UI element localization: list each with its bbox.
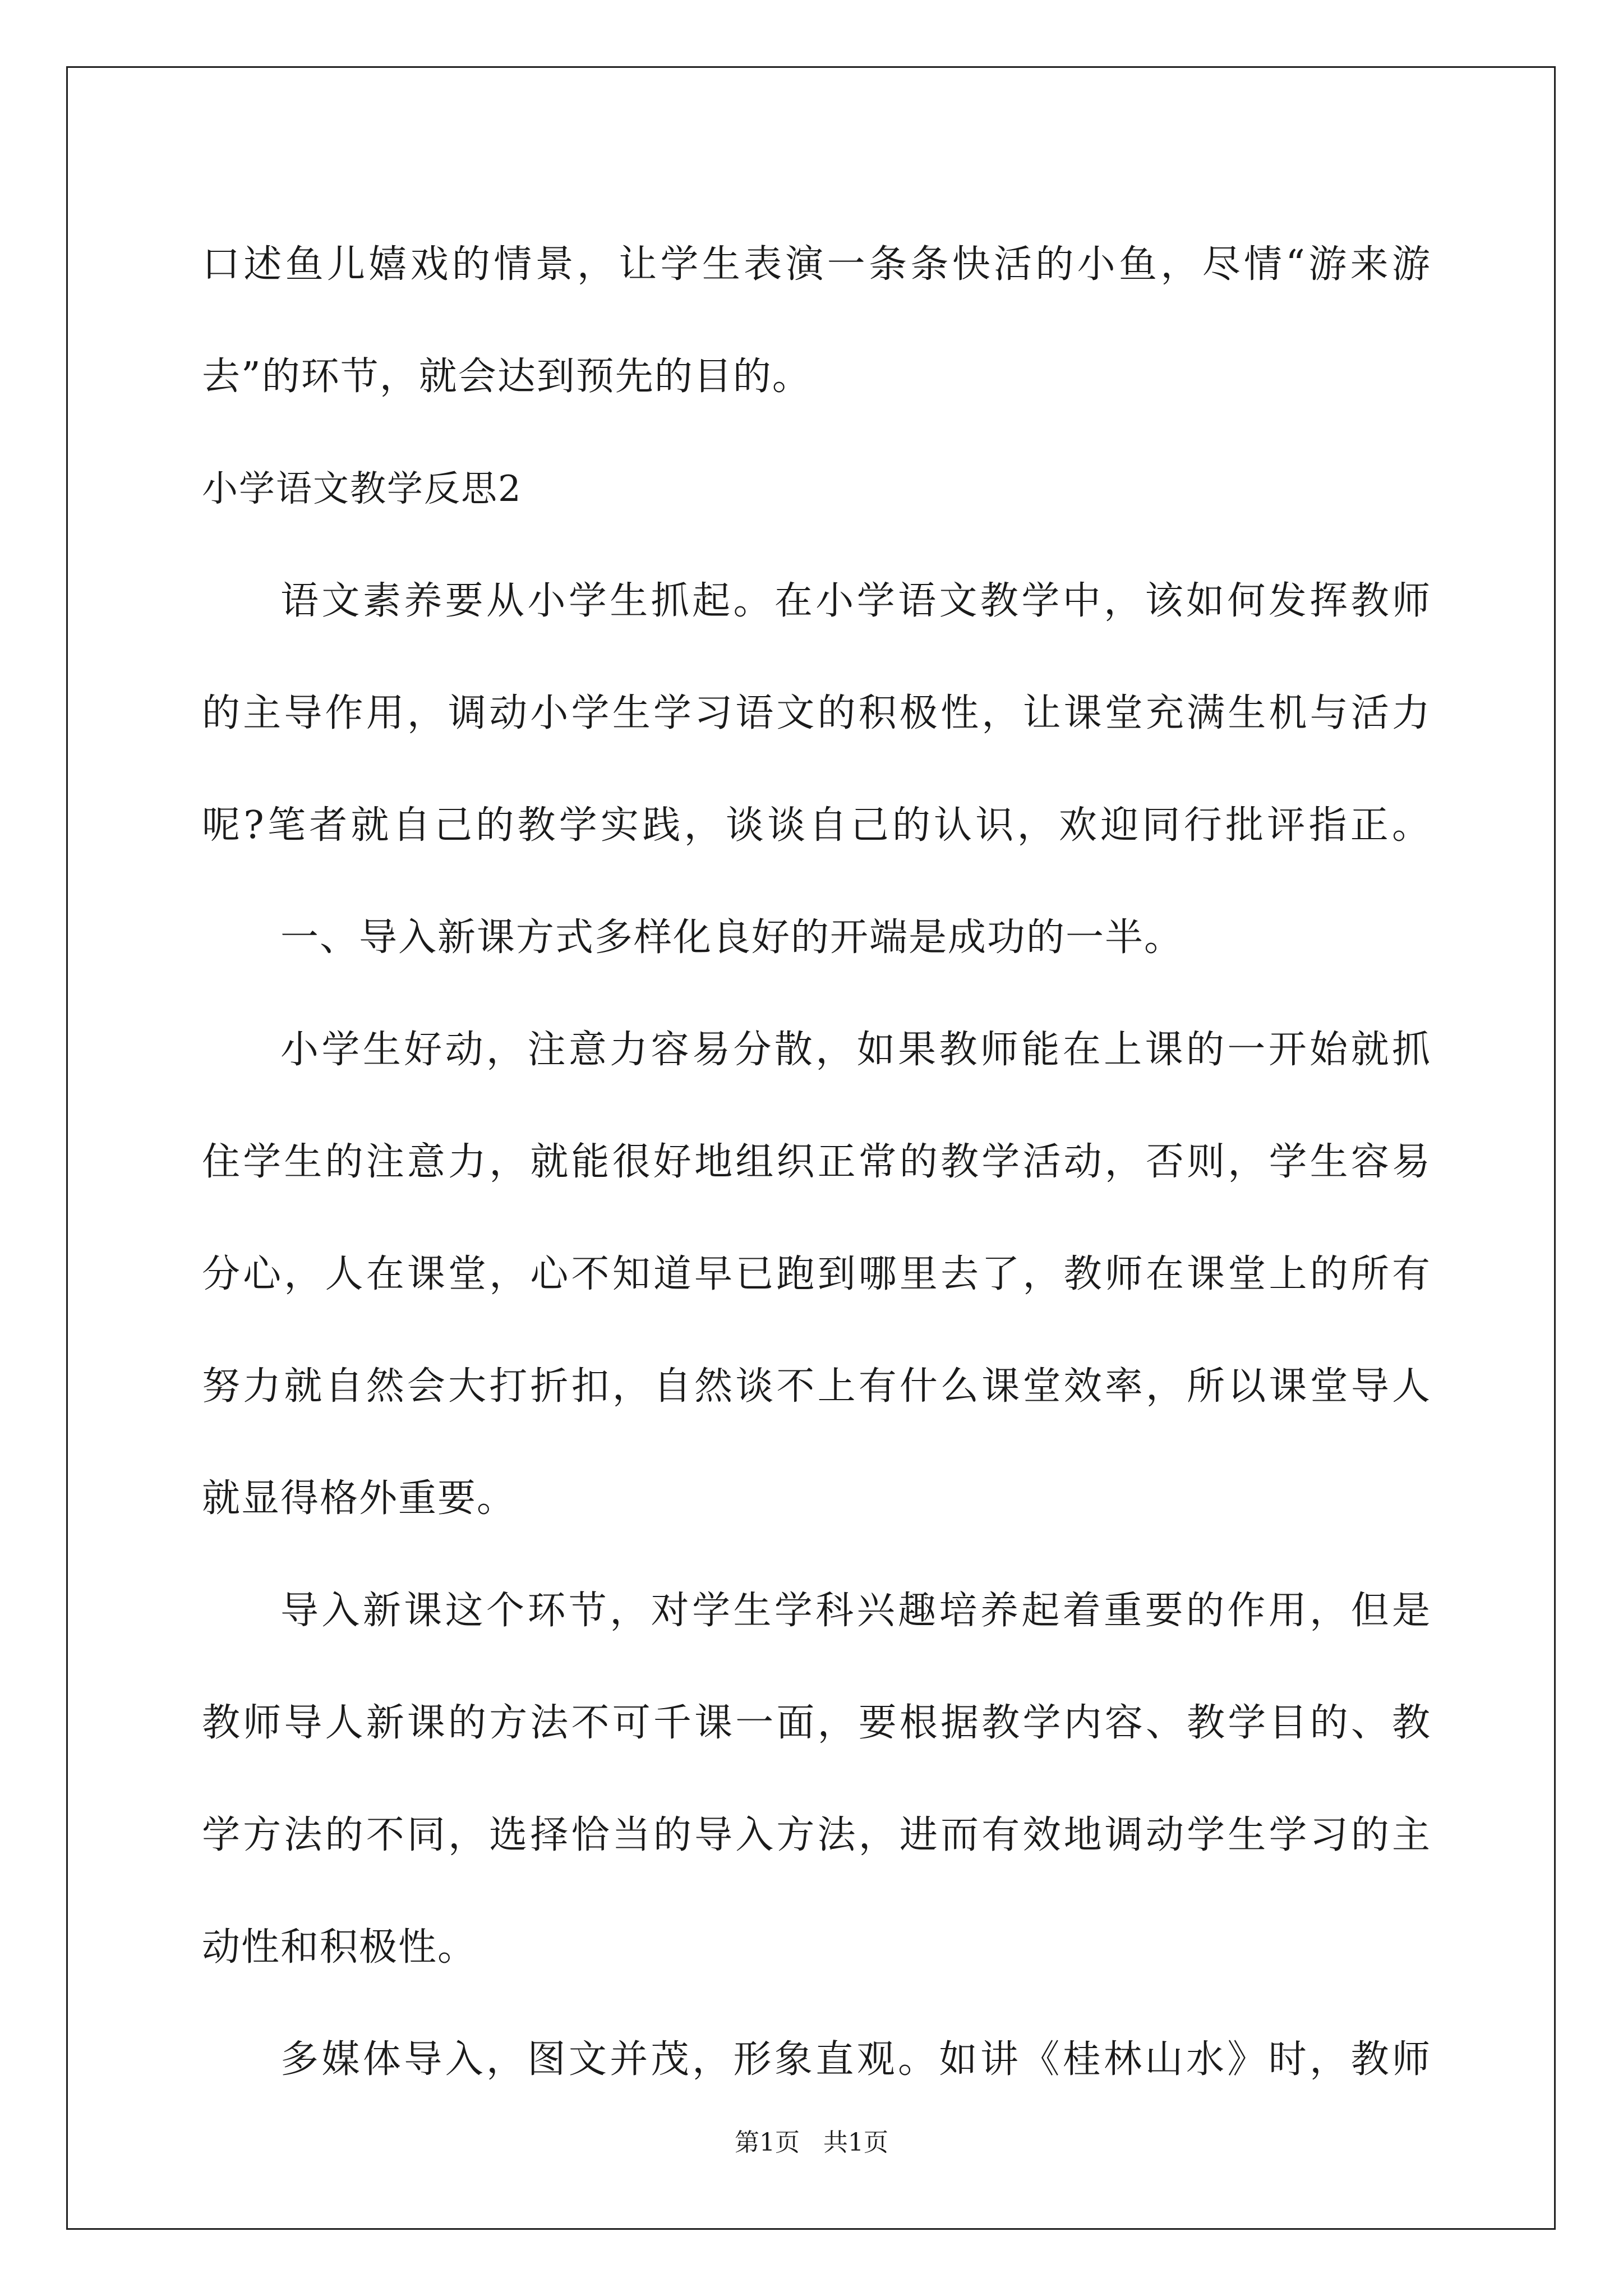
paragraph-line: 的主导作用，调动小学生学习语文的积极性，让课堂充满生机与活力 <box>202 691 1431 735</box>
paragraph-line: 导入新课这个环节，对学生学科兴趣培养起着重要的作用，但是 <box>280 1589 1431 1633</box>
paragraph-line: 去”的环节，就会达到预先的目的。 <box>202 355 811 399</box>
paragraph-line: 动性和积极性。 <box>202 1925 477 1970</box>
paragraph-line: 住学生的注意力，就能很好地组织正常的教学活动，否则，学生容易 <box>202 1140 1431 1184</box>
paragraph-line: 学方法的不同，选择恰当的导入方法，进而有效地调动学生学习的主 <box>202 1813 1431 1857</box>
paragraph-line: 语文素养要从小学生抓起。在小学语文教学中，该如何发挥教师 <box>280 579 1431 623</box>
document-body <box>202 209 1431 2116</box>
paragraph-line: 口述鱼儿嬉戏的情景，让学生表演一条条快活的小鱼，尽情“游来游 <box>202 242 1431 287</box>
page-number-footer: 第1页 共1页 <box>735 2128 888 2157</box>
paragraph-line: 努力就自然会大打折扣，自然谈不上有什么课堂效率，所以课堂导人 <box>202 1364 1431 1409</box>
paragraph-line: 小学生好动，注意力容易分散，如果教师能在上课的一开始就抓 <box>280 1028 1431 1072</box>
paragraph-line: 就显得格外重要。 <box>202 1476 517 1521</box>
subheading-line: 一、导入新课方式多样化良好的开端是成功的一半。 <box>280 915 1184 960</box>
paragraph-line: 呢?笔者就自己的教学实践，谈谈自己的认识，欢迎同行批评指正。 <box>202 803 1431 848</box>
paragraph-line: 分心，人在课堂，心不知道早已跑到哪里去了，教师在课堂上的所有 <box>202 1252 1431 1296</box>
section-heading: 小学语文教学反思2 <box>202 468 522 510</box>
paragraph-line: 多媒体导入，图文并茂，形象直观。如讲《桂林山水》时，教师 <box>280 2037 1431 2082</box>
paragraph-line: 教师导人新课的方法不可千课一面，要根据教学内容、教学目的、教 <box>202 1701 1431 1745</box>
